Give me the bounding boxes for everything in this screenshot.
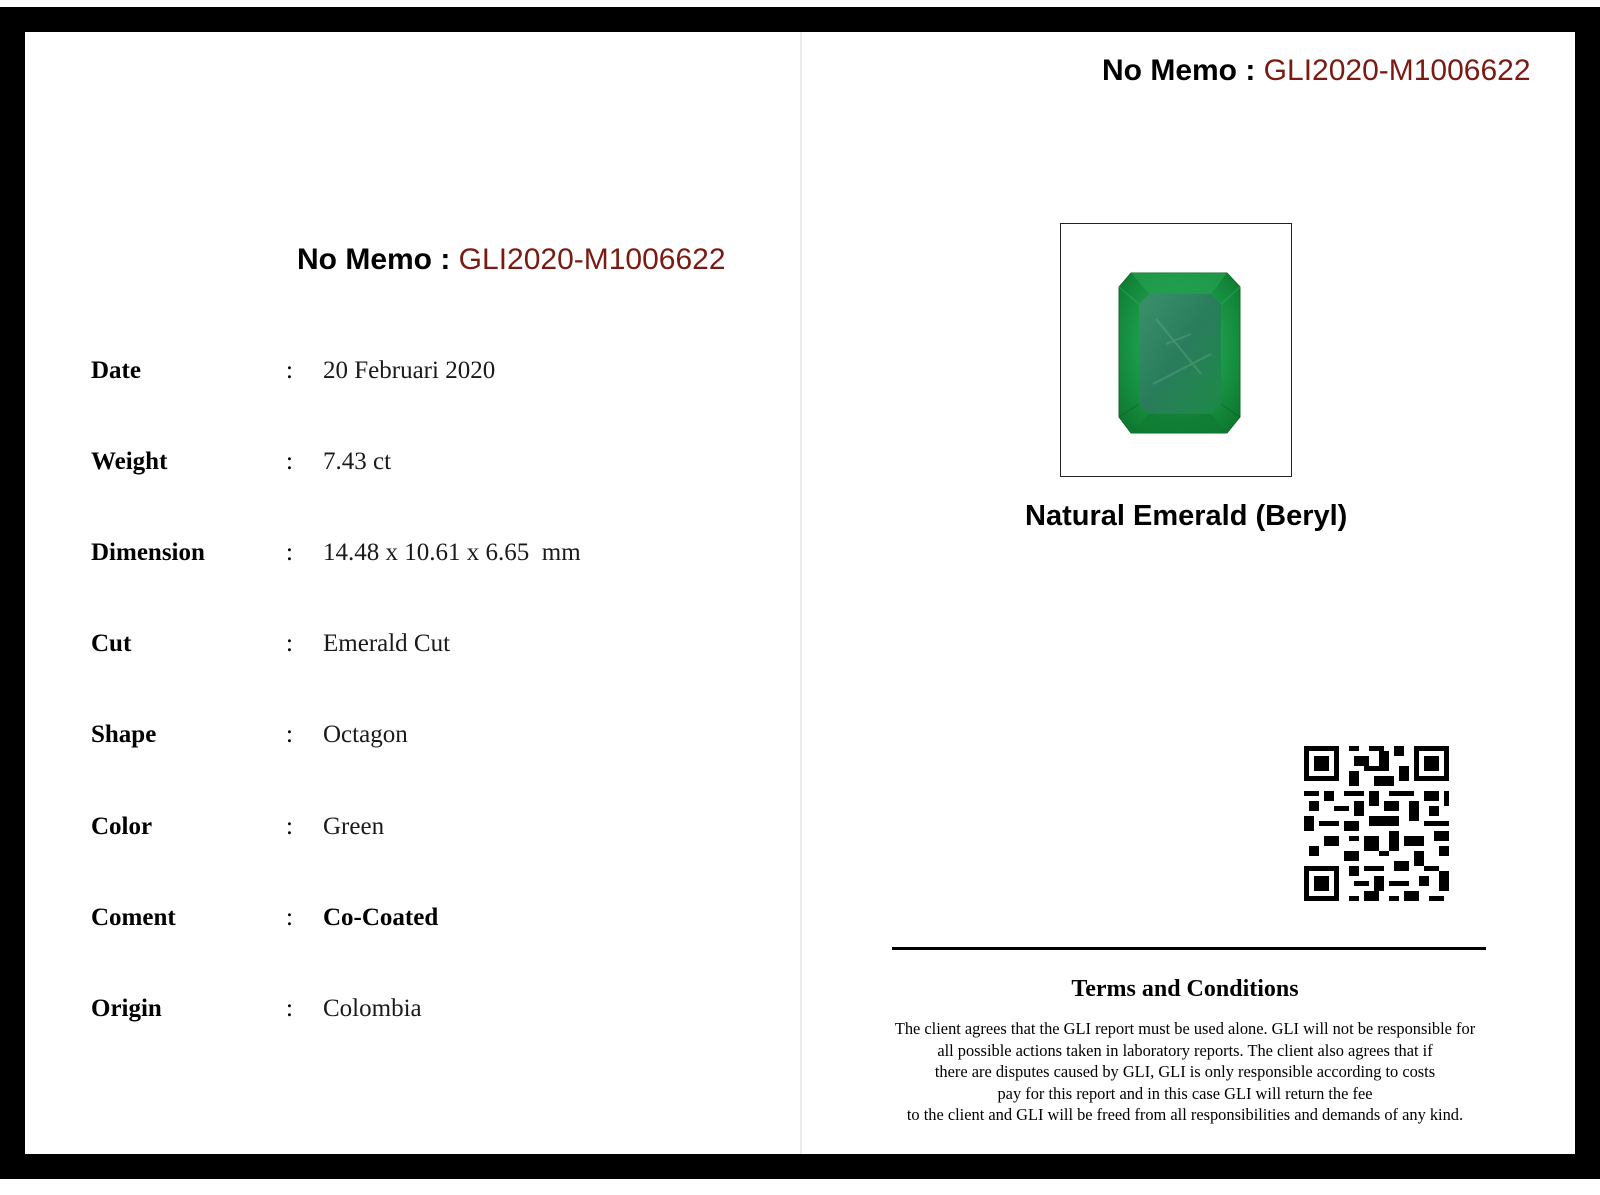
certificate-sheet	[25, 32, 1575, 1154]
field-separator: :	[286, 539, 293, 566]
field-label: Coment	[91, 904, 176, 931]
field-row-origin	[91, 995, 691, 1035]
document-frame	[0, 7, 1600, 1179]
field-value: Green	[323, 813, 385, 840]
terms-body	[845, 1018, 1525, 1126]
field-value: Octagon	[323, 721, 408, 748]
field-value: 14.48 x 10.61 x 6.65 mm	[323, 539, 581, 566]
terms-line: pay for this report and in this case GLI will return the fee	[997, 1083, 1373, 1103]
field-label: Weight	[91, 448, 168, 475]
field-value: Emerald Cut	[323, 630, 451, 657]
field-row-color	[91, 813, 691, 853]
field-separator: :	[286, 995, 293, 1022]
field-label: Origin	[91, 995, 162, 1022]
field-label: Date	[91, 357, 141, 384]
field-separator: :	[286, 357, 293, 384]
gemstone-photo	[1060, 223, 1292, 477]
page-fold-divider	[800, 32, 802, 1154]
emerald-stone-image	[1061, 224, 1291, 476]
field-separator: :	[286, 721, 293, 748]
terms-divider	[892, 947, 1486, 950]
field-row-comment	[91, 904, 691, 944]
field-separator: :	[286, 904, 293, 931]
field-label: Shape	[91, 721, 157, 748]
field-row-date	[91, 357, 691, 397]
memo-number-right	[1102, 54, 1531, 88]
terms-title: Terms and Conditions	[1071, 976, 1299, 1002]
memo-value: GLI2020-M1006622	[1263, 54, 1531, 87]
field-value: Co-Coated	[323, 904, 439, 931]
field-value: 7.43 ct	[323, 448, 392, 475]
field-label: Cut	[91, 630, 132, 657]
field-value: 20 Februari 2020	[323, 357, 496, 384]
field-separator: :	[286, 813, 293, 840]
stone-identification: Natural Emerald (Beryl)	[1025, 500, 1348, 532]
memo-value: GLI2020-M1006622	[458, 243, 726, 276]
terms-line: all possible actions taken in laboratory reports. The client also agrees that if	[937, 1040, 1433, 1060]
terms-line: The client agrees that the GLI report must be used alone. GLI will not be responsible for	[894, 1019, 1476, 1038]
field-label: Dimension	[91, 539, 205, 566]
field-separator: :	[286, 448, 293, 475]
field-row-cut	[91, 630, 691, 670]
field-row-dimension	[91, 539, 691, 579]
qr-code-icon	[1304, 746, 1454, 906]
terms-line: there are disputes caused by GLI, GLI is only responsible according to costs	[934, 1062, 1436, 1081]
memo-label: No Memo :	[297, 243, 451, 276]
field-row-shape	[91, 721, 691, 761]
field-label: Color	[91, 813, 153, 840]
field-separator: :	[286, 630, 293, 657]
field-value: Colombia	[323, 995, 422, 1022]
terms-line: to the client and GLI will be freed from all responsibilities and demands of any kind.	[906, 1105, 1464, 1124]
memo-number-left	[297, 243, 726, 277]
field-row-weight	[91, 448, 691, 488]
memo-label: No Memo :	[1102, 54, 1256, 87]
